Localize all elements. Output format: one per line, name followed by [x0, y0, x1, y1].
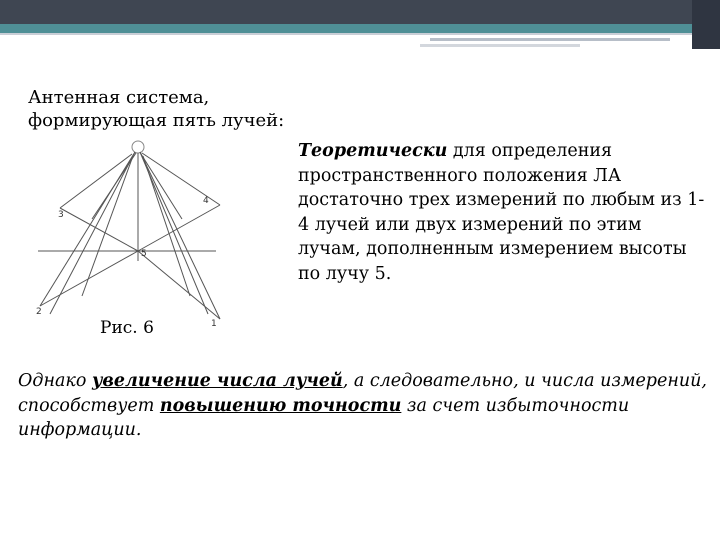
note-strong-2: повышению точности — [159, 395, 402, 416]
note-strong-1: увеличение числа лучей — [91, 371, 343, 391]
beam-3-cone — [60, 154, 132, 208]
beam-label-1: 1 — [211, 319, 217, 329]
beam-label-5: 5 — [141, 249, 147, 259]
beam-label-3: 3 — [58, 210, 64, 220]
note-part-1: Однако — [18, 371, 92, 391]
header-decorative-lines — [0, 33, 720, 49]
body-rest: для определения пространственного положения ЛА достаточно трех измерений по любым из 1-4 лучей или двух измерений по этим лучам, дополненным измерением высоты по лучу 5. — [298, 141, 705, 284]
slide-body-text — [298, 139, 708, 286]
note-part-3: за счет избыточности информации. — [18, 395, 630, 440]
figure-caption: Рис. 6 — [100, 318, 154, 338]
header-accent-band — [0, 24, 720, 33]
body-emphasis: Теоретически — [298, 141, 448, 161]
header-corner-tab — [692, 0, 720, 49]
heading-line-1: Антенная система, — [28, 87, 210, 108]
beam-1-outer — [140, 152, 220, 319]
note-part-2: , а следовательно, и числа измерений, способствует — [18, 371, 707, 416]
antenna-emitter — [132, 141, 144, 153]
beam-label-2: 2 — [36, 307, 42, 317]
header-band — [0, 0, 720, 24]
beam-label-4: 4 — [203, 196, 209, 206]
slide-heading — [28, 86, 328, 132]
antenna-beam-diagram — [20, 136, 260, 336]
conclusion-text — [18, 369, 708, 443]
heading-line-2: формирующая пять лучей: — [28, 110, 285, 131]
